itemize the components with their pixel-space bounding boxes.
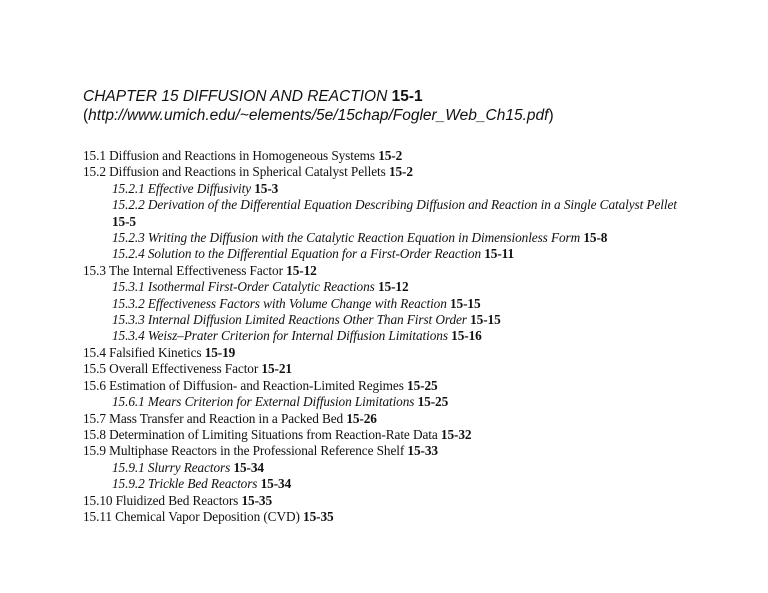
toc-item-page: 15-25 [417,394,449,410]
chapter-url-link[interactable]: http://www.umich.edu/~elements/5e/15chap/Fogler_Web_Ch15.pdf [88,107,549,124]
chapter-heading [83,87,683,125]
toc-item-title: 15.1 Diffusion and Reactions in Homogeneous Systems [83,148,375,163]
toc-item-page: 15-15 [470,312,501,328]
toc-item-page: 15-5 [112,213,136,229]
toc-item-title: 15.10 Fluidized Bed Reactors [83,492,239,508]
toc-item-page: 15-32 [440,426,472,442]
toc-item [83,509,683,525]
toc-item-page: 15-2 [378,148,403,163]
toc-subitem [83,296,683,312]
toc-item-title: 15.9 Multiphase Reactors in the Professional Reference Shelf [83,443,405,459]
toc-subitem [83,279,683,295]
toc-item [83,378,683,394]
toc-subitem [83,197,683,230]
toc-item [83,427,683,443]
toc-item-title: 15.2 Diffusion and Reactions in Spherical Catalyst Pellets [83,164,386,180]
document-page [83,87,683,525]
toc-item-page: 15-34 [260,476,292,492]
toc-subitem [83,230,683,246]
toc-item-title: 15.3.2 Effectiveness Factors with Volume Change with Reaction [112,295,447,311]
toc-subitem [83,394,683,410]
toc-item [83,148,683,164]
table-of-contents [83,148,683,525]
chapter-title-line [83,87,683,106]
toc-item-title: 15.9.1 Slurry Reactors [112,459,231,475]
toc-item-page: 15-3 [254,180,279,196]
toc-subitem [83,476,683,492]
toc-item-page: 15-12 [377,279,409,295]
toc-subitem [83,181,683,197]
toc-item [83,361,683,377]
toc-item [83,411,683,427]
toc-item-title: 15.4 Falsified Kinetics [83,344,202,360]
toc-item-page: 15-2 [388,164,413,180]
toc-item-page: 15-35 [241,492,273,508]
toc-item-title: 15.3.3 Internal Diffusion Limited Reactions Other Than First Order [112,312,467,328]
toc-item-title: 15.8 Determination of Limiting Situations from Reaction-Rate Data [83,426,438,442]
toc-item-page: 15-12 [286,262,317,278]
toc-item-title: 15.9.2 Trickle Bed Reactors [112,476,258,492]
toc-item [83,345,683,361]
toc-item-title: 15.7 Mass Transfer and Reaction in a Packed Bed [83,410,344,426]
toc-item-title: 15.11 Chemical Vapor Deposition (CVD) [83,508,300,524]
toc-item-page: 15-19 [204,344,236,360]
url-open-paren: ( [83,107,89,124]
toc-item-page: 15-26 [346,410,377,426]
toc-item-page: 15-35 [303,508,334,524]
toc-item-title: 15.5 Overall Effectiveness Factor [83,361,259,377]
toc-item-page: 15-33 [407,443,438,459]
toc-subitem [83,328,683,344]
chapter-page: 15-1 [391,88,423,105]
chapter-title: CHAPTER 15 DIFFUSION AND REACTION [83,88,388,105]
toc-item-title: 15.2.3 Writing the Diffusion with the Catalytic Reaction Equation in Dimensionless Form [112,230,581,246]
toc-item-title: 15.2.1 Effective Diffusivity [112,180,251,196]
toc-item-title: 15.2.2 Derivation of the Differential Equation Describing Diffusion and Reaction in a Single Catalyst Pellet [112,197,677,213]
toc-item-page: 15-34 [233,459,264,475]
toc-item-title: 15.3.4 Weisz–Prater Criterion for Internal Diffusion Limitations [112,328,448,344]
toc-item-title: 15.3 The Internal Effectiveness Factor [83,262,283,278]
toc-item-page: 15-11 [484,246,515,262]
toc-item-title: 15.3.1 Isothermal First-Order Catalytic Reactions [112,279,375,295]
url-close-paren: ) [548,107,554,124]
toc-item-title: 15.6.1 Mears Criterion for External Diffusion Limitations [112,394,415,410]
toc-subitem [83,312,683,328]
toc-item [83,263,683,279]
toc-item [83,164,683,180]
toc-subitem [83,460,683,476]
chapter-url-line [83,106,683,125]
toc-item-page: 15-8 [583,230,608,246]
toc-item-page: 15-16 [451,328,482,344]
toc-subitem [83,246,683,262]
toc-item-title: 15.2.4 Solution to the Differential Equation for a First-Order Reaction [112,246,481,262]
toc-item [83,493,683,509]
toc-item-page: 15-21 [261,361,292,377]
toc-item-title: 15.6 Estimation of Diffusion- and Reaction-Limited Regimes [83,377,404,393]
toc-item [83,443,683,459]
toc-item-page: 15-25 [407,377,438,393]
toc-item-page: 15-15 [450,295,481,311]
